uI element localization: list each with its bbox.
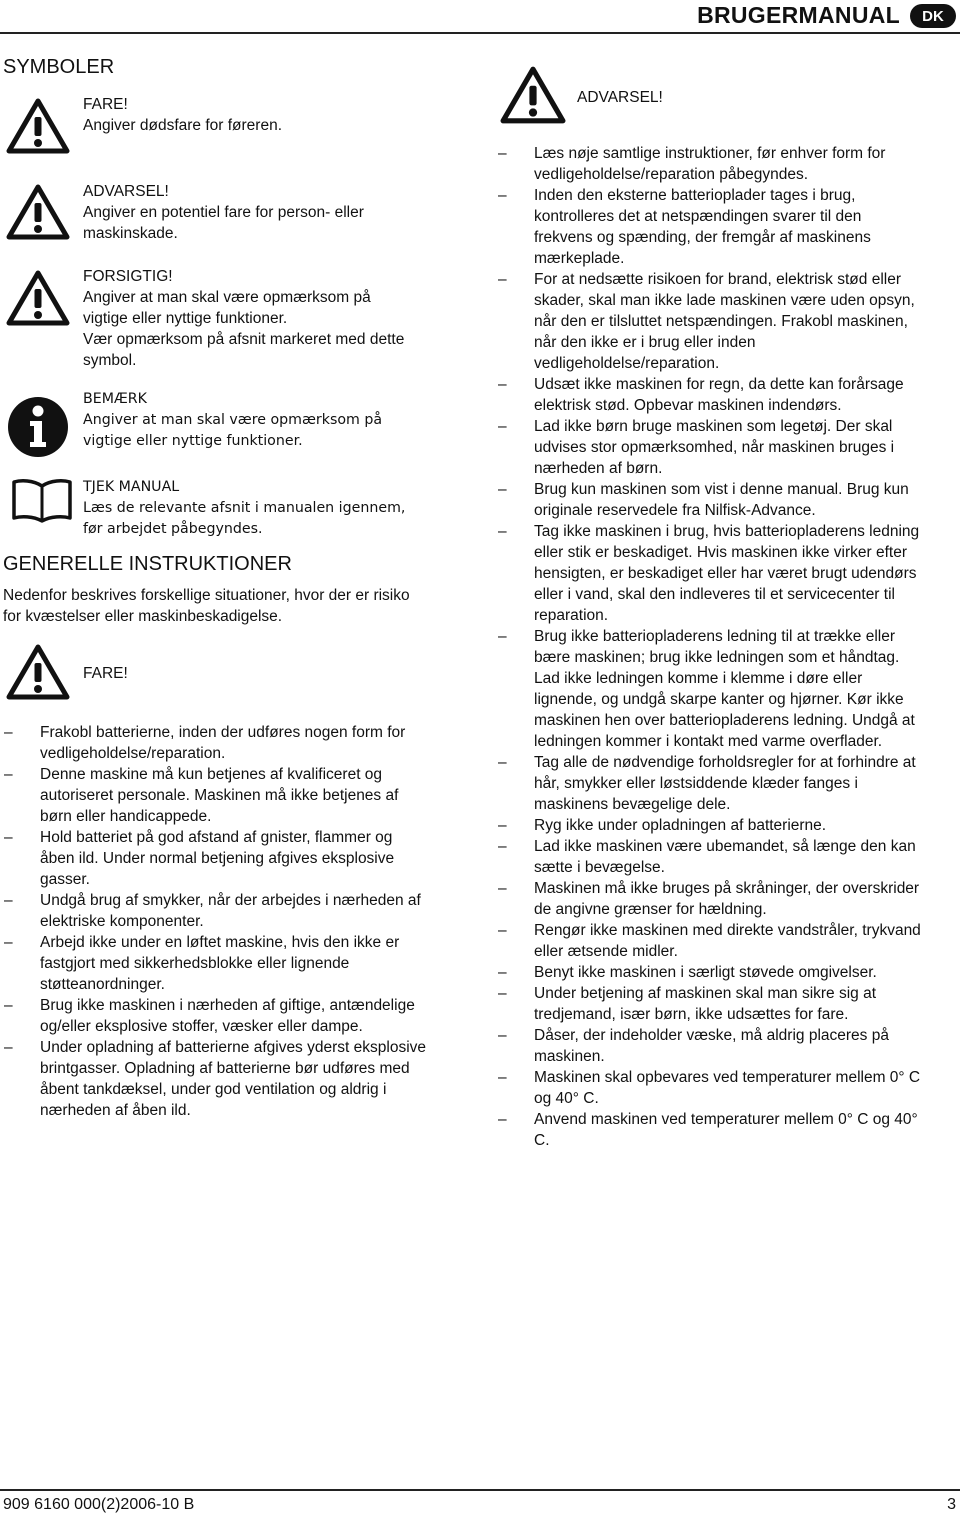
dash-bullet: – xyxy=(498,523,507,540)
symbol-forsigtig-title: FORSIGTIG! xyxy=(83,268,173,285)
dash-bullet: – xyxy=(4,934,13,951)
symbol-bemaerk-title: BEMÆRK xyxy=(83,391,147,407)
list-item-line: ledningen kommer i kontakt med varme overflader. xyxy=(534,733,883,750)
dash-bullet: – xyxy=(498,817,507,834)
footer-divider xyxy=(0,1489,960,1491)
list-item-line: mærkeplade. xyxy=(534,250,625,267)
list-item-line: lignende, og undgå skarpe kanter og hjørner. Kør ikke xyxy=(534,691,904,708)
list-item-line: Maskinen må ikke bruges på skråninger, der overskrider xyxy=(534,880,920,897)
list-item-line: hensigten, er beskadiget eller har været brugt udendørs xyxy=(534,565,917,582)
symbol-bemaerk-line: vigtige eller nyttige funktioner. xyxy=(83,433,303,449)
list-item-line: tredjemand, især børn, ikke udsættes for fare. xyxy=(534,1006,849,1023)
dash-bullet: – xyxy=(498,481,507,498)
list-item xyxy=(494,626,956,752)
list-item xyxy=(0,722,470,764)
symbol-forsigtig-text xyxy=(83,266,463,371)
header-divider xyxy=(0,32,960,34)
list-item-line: maskinens bevægelige dele. xyxy=(534,796,731,813)
manual-book-icon xyxy=(11,476,73,524)
dash-bullet: – xyxy=(498,1111,507,1128)
list-item xyxy=(494,185,956,269)
list-item-line: vedligeholdelse/reparation. xyxy=(40,745,226,762)
list-item-line: udvises stor opmærksomhed, når maskinen bruges i xyxy=(534,439,895,456)
list-item xyxy=(0,827,470,890)
symbols-heading: SYMBOLER xyxy=(3,56,115,78)
list-item-line: autoriseret personale. Maskinen må ikke betjenes af xyxy=(40,787,399,804)
symbol-advarsel-line: maskinskade. xyxy=(83,225,178,242)
list-item-line: Rengør ikke maskinen med direkte vandstråler, trykvand xyxy=(534,922,921,939)
list-item-line: C. xyxy=(534,1132,550,1149)
symbol-tjek-text xyxy=(83,477,463,540)
language-badge: DK xyxy=(910,4,956,28)
list-item-line: sætte i bevægelse. xyxy=(534,859,665,876)
warning-triangle-icon xyxy=(6,184,70,240)
list-item-line: når den er tilsluttet netspændingen. Frakobl maskinen, xyxy=(534,313,908,330)
symbol-forsigtig-line: Angiver at man skal være opmærksom på xyxy=(83,289,371,306)
list-item-line: Brug ikke maskinen i nærheden af giftige, antændelige xyxy=(40,997,415,1014)
list-item-line: Udsæt ikke maskinen for regn, da dette kan forårsage xyxy=(534,376,904,393)
list-item xyxy=(494,416,956,479)
symbol-forsigtig-line: Vær opmærksom på afsnit markeret med dette xyxy=(83,331,405,348)
symbol-fare-line: Angiver dødsfare for føreren. xyxy=(83,117,282,134)
list-item-line: skader, skal man ikke lade maskinen være uden opsyn, xyxy=(534,292,915,309)
list-item-line: gasser. xyxy=(40,871,90,888)
dash-bullet: – xyxy=(498,271,507,288)
list-item-line: frekvens og spænding, der fremgår af maskinens xyxy=(534,229,871,246)
list-item xyxy=(494,878,956,920)
list-item xyxy=(494,374,956,416)
list-item-line: eller ætsende midler. xyxy=(534,943,678,960)
intro-line: for kvæstelser eller maskinbeskadigelse. xyxy=(3,608,283,625)
list-item-line: fastgjort med sikkerhedsblokke eller lignende xyxy=(40,955,350,972)
dash-bullet: – xyxy=(498,418,507,435)
list-item-line: brintgasser. Opladning af batterierne bør udføres med xyxy=(40,1060,410,1077)
symbol-advarsel-text xyxy=(83,181,463,244)
warning-triangle-icon xyxy=(6,644,70,700)
list-item-line: åben ild. Under normal betjening afgives eksplosive xyxy=(40,850,395,867)
dash-bullet: – xyxy=(498,880,507,897)
symbol-fare-title: FARE! xyxy=(83,96,128,113)
list-item-line: Ryg ikke under opladningen af batterierne. xyxy=(534,817,827,834)
list-item-line: støtteanordninger. xyxy=(40,976,165,993)
dash-bullet: – xyxy=(498,964,507,981)
symbol-forsigtig-line: symbol. xyxy=(83,352,137,369)
header-title: BRUGERMANUAL xyxy=(697,2,900,28)
advarsel-label: ADVARSEL! xyxy=(577,89,663,106)
list-item-line: åbent tankdæksel, under god ventilation og aldrig i xyxy=(40,1081,387,1098)
list-item xyxy=(494,752,956,815)
list-item xyxy=(494,269,956,374)
dash-bullet: – xyxy=(4,724,13,741)
dash-bullet: – xyxy=(498,838,507,855)
list-item-line: vedligeholdelse/reparation. xyxy=(534,355,720,372)
list-item xyxy=(494,920,956,962)
list-item-line: Tag ikke maskinen i brug, hvis batteriopladerens ledning xyxy=(534,523,920,540)
list-item-line: de angivne grænser for hældning. xyxy=(534,901,767,918)
advarsel-list xyxy=(494,143,956,1151)
list-item-line: Lad ikke børn bruge maskinen som legetøj. Der skal xyxy=(534,418,893,435)
symbol-tjek-title: TJEK MANUAL xyxy=(83,479,180,495)
dash-bullet: – xyxy=(498,754,507,771)
list-item-line: kontrolleres det at netspændingen svarer til den xyxy=(534,208,862,225)
warning-triangle-icon xyxy=(6,270,70,326)
symbol-tjek-line: Læs de relevante afsnit i manualen igennem, xyxy=(83,500,406,516)
dash-bullet: – xyxy=(498,187,507,204)
dash-bullet: – xyxy=(498,145,507,162)
list-item-line: vedligeholdelse/reparation påbegyndes. xyxy=(534,166,809,183)
list-item-line: Maskinen skal opbevares ved temperaturer mellem 0° C xyxy=(534,1069,921,1086)
dash-bullet: – xyxy=(4,1039,13,1056)
list-item xyxy=(494,1109,956,1151)
list-item-line: bære maskinen; brug ikke ledningen som et håndtag. xyxy=(534,649,900,666)
list-item xyxy=(0,764,470,827)
list-item-line: og 40° C. xyxy=(534,1090,599,1107)
dash-bullet: – xyxy=(4,892,13,909)
list-item-line: Lad ikke maskinen være ubemandet, så længe den kan xyxy=(534,838,916,855)
info-icon xyxy=(7,396,69,458)
list-item-line: eller stik er beskadiget. Hvis maskinen ikke virker efter xyxy=(534,544,907,561)
list-item-line: hår, smykker eller løstsiddende klæder fanges i xyxy=(534,775,858,792)
list-item xyxy=(0,932,470,995)
list-item-line: Læs nøje samtlige instruktioner, før enhver form for xyxy=(534,145,886,162)
dash-bullet: – xyxy=(4,829,13,846)
list-item-line: Denne maskine må kun betjenes af kvalificeret og xyxy=(40,766,383,783)
list-item-line: maskinen. xyxy=(534,1048,605,1065)
list-item-line: Anvend maskinen ved temperaturer mellem 0° C og 40° xyxy=(534,1111,918,1128)
list-item-line: elektriske komponenter. xyxy=(40,913,204,930)
dash-bullet: – xyxy=(498,922,507,939)
symbol-advarsel-title: ADVARSEL! xyxy=(83,183,169,200)
list-item-line: og/eller eksplosive stoffer, væsker eller dampe. xyxy=(40,1018,363,1035)
list-item-line: Hold batteriet på god afstand af gnister, flammer og xyxy=(40,829,393,846)
list-item xyxy=(494,143,956,185)
list-item-line: Under opladning af batterierne afgives yderst eksplosive xyxy=(40,1039,427,1056)
list-item-line: Benyt ikke maskinen i særligt støvede omgivelser. xyxy=(534,964,877,981)
dash-bullet: – xyxy=(498,1069,507,1086)
list-item-line: maskinen hen over batteriopladerens ledning. Undgå at xyxy=(534,712,915,729)
symbol-forsigtig-line: vigtige eller nyttige funktioner. xyxy=(83,310,288,327)
list-item xyxy=(494,962,956,983)
list-item-line: Lad ikke ledningen komme i klemme i døre eller xyxy=(534,670,863,687)
list-item-line: Inden den eksterne batterioplader tages i brug, xyxy=(534,187,856,204)
list-item xyxy=(0,995,470,1037)
document-number: 909 6160 000(2)2006-10 B xyxy=(3,1496,195,1513)
general-heading: GENERELLE INSTRUKTIONER xyxy=(3,553,292,575)
list-item xyxy=(0,890,470,932)
symbol-bemaerk-text xyxy=(83,389,463,452)
dash-bullet: – xyxy=(498,1027,507,1044)
list-item-line: Tag alle de nødvendige forholdsregler for at forhindre at xyxy=(534,754,916,771)
list-item-line: børn eller handicappede. xyxy=(40,808,212,825)
dash-bullet: – xyxy=(498,985,507,1002)
list-item-line: originale reservedele fra Nilfisk-Advance. xyxy=(534,502,816,519)
symbol-fare-text xyxy=(83,94,463,136)
list-item-line: Arbejd ikke under en løftet maskine, hvis den ikke er xyxy=(40,934,400,951)
list-item-line: reparation. xyxy=(534,607,609,624)
intro-line: Nedenfor beskrives forskellige situationer, hvor der er risiko xyxy=(3,587,410,604)
list-item xyxy=(494,521,956,626)
warning-triangle-icon xyxy=(500,66,566,124)
fare-label: FARE! xyxy=(83,665,128,682)
symbol-bemaerk-line: Angiver at man skal være opmærksom på xyxy=(83,412,383,428)
list-item-line: Brug kun maskinen som vist i denne manual. Brug kun xyxy=(534,481,909,498)
list-item-line: når den ikke er i brug eller inden xyxy=(534,334,756,351)
list-item-line: eller i vand, skal den indleveres til et servicecenter til xyxy=(534,586,895,603)
page-number: 3 xyxy=(947,1496,956,1513)
fare-list xyxy=(0,722,470,1121)
symbol-tjek-line: før arbejdet påbegyndes. xyxy=(83,521,263,537)
list-item-line: Undgå brug af smykker, når der arbejdes i nærheden af xyxy=(40,892,421,909)
list-item-line: nærheden af børn. xyxy=(534,460,663,477)
list-item-line: Brug ikke batteriopladerens ledning til at trække eller xyxy=(534,628,895,645)
list-item xyxy=(494,1067,956,1109)
list-item xyxy=(494,983,956,1025)
list-item-line: Under betjening af maskinen skal man sikre sig at xyxy=(534,985,877,1002)
list-item-line: Frakobl batterierne, inden der udføres nogen form for xyxy=(40,724,406,741)
list-item xyxy=(494,1025,956,1067)
list-item-line: For at nedsætte risikoen for brand, elektrisk stød eller xyxy=(534,271,901,288)
dash-bullet: – xyxy=(4,766,13,783)
list-item xyxy=(494,815,956,836)
symbol-advarsel-line: Angiver en potentiel fare for person- eller xyxy=(83,204,364,221)
dash-bullet: – xyxy=(498,376,507,393)
general-intro xyxy=(3,585,473,627)
dash-bullet: – xyxy=(4,997,13,1014)
warning-triangle-icon xyxy=(6,98,70,154)
list-item xyxy=(0,1037,470,1121)
list-item xyxy=(494,836,956,878)
list-item-line: Dåser, der indeholder væske, må aldrig placeres på xyxy=(534,1027,889,1044)
list-item-line: nærheden af åben ild. xyxy=(40,1102,191,1119)
dash-bullet: – xyxy=(498,628,507,645)
list-item xyxy=(494,479,956,521)
list-item-line: elektrisk stød. Opbevar maskinen indendørs. xyxy=(534,397,842,414)
